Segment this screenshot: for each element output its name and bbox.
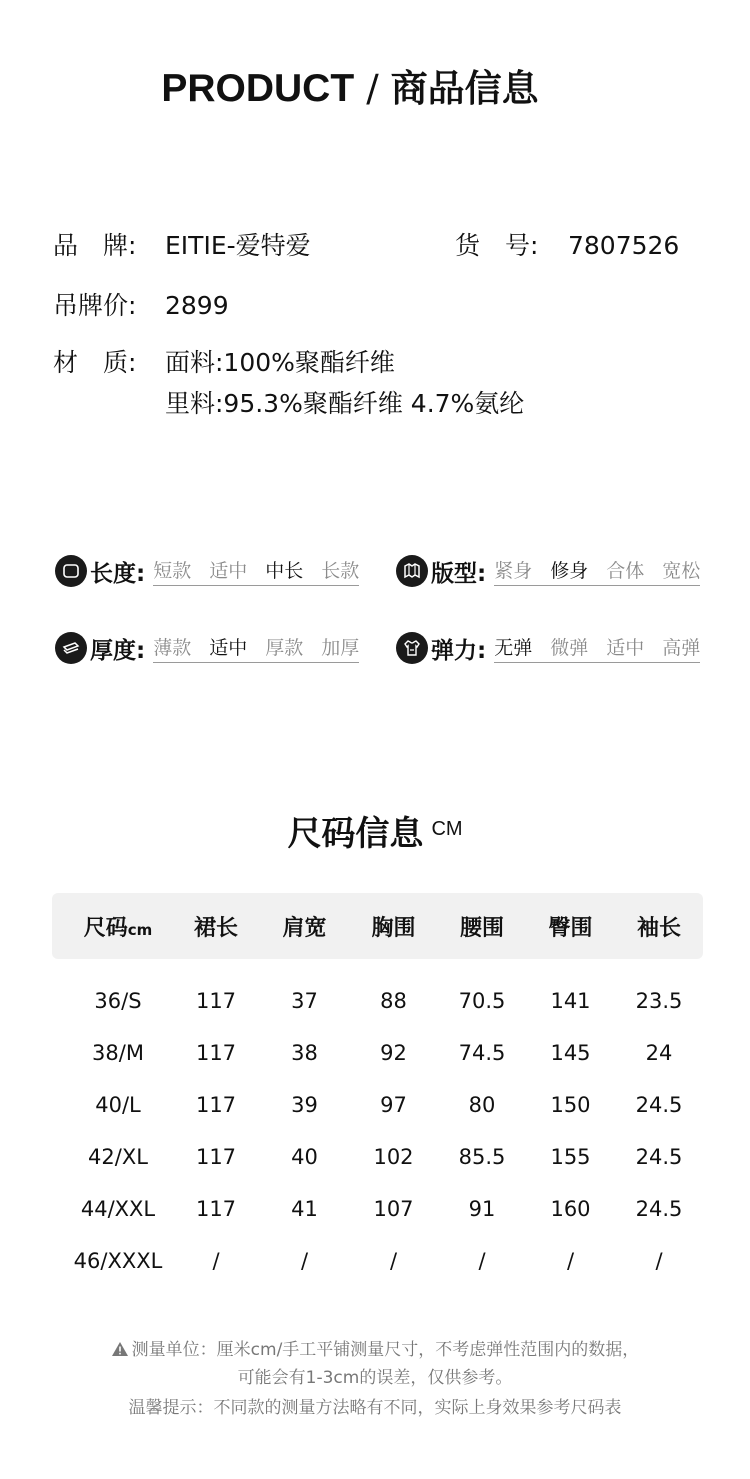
table-cell: 107 bbox=[373, 1197, 414, 1221]
table-cell: / bbox=[212, 1249, 220, 1273]
header-size bbox=[52, 911, 172, 942]
table-cell: 145 bbox=[550, 1041, 591, 1065]
table-cell: 80 bbox=[468, 1093, 496, 1117]
skirt-icon bbox=[55, 555, 87, 587]
attribute-elasticity bbox=[396, 631, 700, 665]
stretch-shirt-icon bbox=[396, 632, 428, 664]
item-code-label: 货 号: bbox=[455, 231, 539, 260]
note-line-1 bbox=[0, 1336, 750, 1364]
header-bust: 胸围 bbox=[371, 915, 416, 941]
size-table-header bbox=[52, 893, 703, 959]
item-code-value: 7807526 bbox=[568, 231, 680, 260]
size-section-title bbox=[0, 806, 750, 855]
length-option: 短款 bbox=[153, 560, 192, 582]
material-shell: 面料:100%聚酯纤维 bbox=[165, 348, 395, 377]
length-option: 长款 bbox=[321, 560, 360, 582]
table-cell: 117 bbox=[195, 989, 237, 1013]
material-label: 材 质: bbox=[53, 348, 137, 377]
table-cell: 24.5 bbox=[635, 1145, 683, 1169]
table-cell: 36/S bbox=[94, 989, 142, 1013]
tag-price-row bbox=[53, 286, 229, 322]
table-cell: / bbox=[389, 1249, 398, 1273]
table-row bbox=[52, 1079, 703, 1131]
brand-label: 品 牌: bbox=[53, 231, 137, 260]
table-cell: 37 bbox=[291, 989, 318, 1013]
table-cell: 117 bbox=[195, 1093, 237, 1117]
table-cell: / bbox=[478, 1249, 486, 1273]
table-cell: 38 bbox=[291, 1041, 318, 1065]
table-cell: 24.5 bbox=[635, 1093, 683, 1117]
header-hip: 臀围 bbox=[548, 915, 593, 941]
measurement-notes bbox=[0, 1336, 750, 1422]
elasticity-option: 高弹 bbox=[662, 637, 701, 659]
attribute-thickness bbox=[55, 631, 359, 665]
table-cell: 39 bbox=[291, 1093, 318, 1117]
table-cell: 85.5 bbox=[458, 1145, 506, 1169]
thickness-option: 厚款 bbox=[265, 637, 304, 659]
item-code-row bbox=[455, 226, 679, 262]
header-size-unit: cm bbox=[127, 920, 153, 939]
size-title-text: 尺码信息 bbox=[287, 814, 424, 854]
table-cell: 141 bbox=[550, 989, 591, 1013]
table-cell: 38/M bbox=[92, 1041, 144, 1065]
elasticity-option: 微弹 bbox=[550, 637, 589, 659]
table-cell: 102 bbox=[373, 1145, 414, 1169]
fit-option: 紧身 bbox=[494, 560, 533, 582]
header-sleeve: 袖长 bbox=[636, 915, 681, 941]
note-line-3: 温馨提示：不同款的测量方法略有不同，实际上身效果参考尺码表 bbox=[128, 1398, 622, 1418]
table-cell: 24 bbox=[645, 1041, 673, 1065]
attribute-length-options bbox=[153, 556, 359, 586]
elasticity-option: 适中 bbox=[606, 637, 645, 659]
table-cell: 88 bbox=[380, 989, 407, 1013]
material-row bbox=[53, 343, 395, 379]
table-cell: 117 bbox=[195, 1145, 237, 1169]
attribute-length-label: 长度: bbox=[90, 560, 146, 587]
attribute-thickness-options bbox=[153, 633, 359, 663]
table-row bbox=[52, 1027, 703, 1079]
table-cell: 117 bbox=[195, 1197, 237, 1221]
attribute-length bbox=[55, 554, 359, 588]
tag-price-value: 2899 bbox=[165, 291, 229, 320]
size-table-body bbox=[52, 959, 703, 1287]
table-cell: / bbox=[566, 1249, 575, 1273]
header-shoulder: 肩宽 bbox=[282, 915, 327, 941]
fabric-layers-icon bbox=[55, 632, 87, 664]
title-cn: 商品信息 bbox=[390, 67, 539, 110]
table-cell: 40 bbox=[291, 1145, 318, 1169]
length-option-selected: 中长 bbox=[265, 560, 304, 582]
table-cell: 23.5 bbox=[635, 989, 683, 1013]
thickness-option: 加厚 bbox=[321, 637, 360, 659]
table-cell: 117 bbox=[195, 1041, 237, 1065]
header-dress-length: 裙长 bbox=[193, 915, 238, 941]
table-cell: 150 bbox=[550, 1093, 591, 1117]
tag-price-label: 吊牌价: bbox=[53, 291, 137, 320]
size-table bbox=[52, 893, 703, 1287]
title-en: PRODUCT bbox=[161, 67, 355, 110]
table-cell: 41 bbox=[291, 1197, 318, 1221]
table-row bbox=[52, 1183, 703, 1235]
attribute-elasticity-options bbox=[494, 633, 700, 663]
table-cell: 46/XXXL bbox=[73, 1249, 163, 1273]
length-option: 适中 bbox=[209, 560, 248, 582]
table-cell: 92 bbox=[380, 1041, 407, 1065]
fit-option: 宽松 bbox=[662, 560, 701, 582]
attribute-fit-options bbox=[494, 556, 700, 586]
attribute-elasticity-label: 弹力: bbox=[431, 637, 487, 664]
table-cell: 160 bbox=[550, 1197, 591, 1221]
table-cell: 42/XL bbox=[88, 1145, 148, 1169]
table-row bbox=[52, 975, 703, 1027]
size-title-unit: CM bbox=[431, 818, 463, 840]
brand-value: EITIE-爱特爱 bbox=[165, 231, 311, 260]
elasticity-option-selected: 无弹 bbox=[494, 637, 533, 659]
body-fit-icon bbox=[396, 555, 428, 587]
page-title bbox=[0, 58, 700, 112]
table-cell: / bbox=[300, 1249, 309, 1273]
table-cell: 40/L bbox=[95, 1093, 141, 1117]
brand-row bbox=[53, 226, 311, 262]
note-line-2: 可能会有1-3cm的误差，仅供参考。 bbox=[237, 1368, 513, 1388]
header-waist: 腰围 bbox=[459, 915, 504, 941]
warning-icon bbox=[111, 1341, 129, 1357]
attribute-fit-label: 版型: bbox=[431, 560, 487, 587]
table-row bbox=[52, 1131, 703, 1183]
note-text-1: 测量单位：厘米cm/手工平铺测量尺寸，不考虑弹性范围内的数据， bbox=[131, 1340, 640, 1360]
attribute-fit bbox=[396, 554, 700, 588]
header-size-text: 尺码 bbox=[83, 915, 128, 941]
table-cell: 74.5 bbox=[458, 1041, 506, 1065]
table-row bbox=[52, 1235, 703, 1287]
table-cell: 24.5 bbox=[635, 1197, 683, 1221]
table-cell: 44/XXL bbox=[80, 1197, 156, 1221]
thickness-option: 薄款 bbox=[153, 637, 192, 659]
table-cell: 91 bbox=[468, 1197, 496, 1221]
table-cell: / bbox=[655, 1249, 663, 1273]
fit-option-selected: 修身 bbox=[550, 560, 589, 582]
thickness-option-selected: 适中 bbox=[209, 637, 248, 659]
fit-option: 合体 bbox=[606, 560, 645, 582]
table-cell: 97 bbox=[380, 1093, 407, 1117]
material-lining: 里料:95.3%聚酯纤维 4.7%氨纶 bbox=[165, 389, 525, 418]
table-cell: 70.5 bbox=[458, 989, 506, 1013]
attribute-thickness-label: 厚度: bbox=[90, 637, 146, 664]
table-cell: 155 bbox=[550, 1145, 591, 1169]
title-separator: / bbox=[366, 67, 379, 110]
